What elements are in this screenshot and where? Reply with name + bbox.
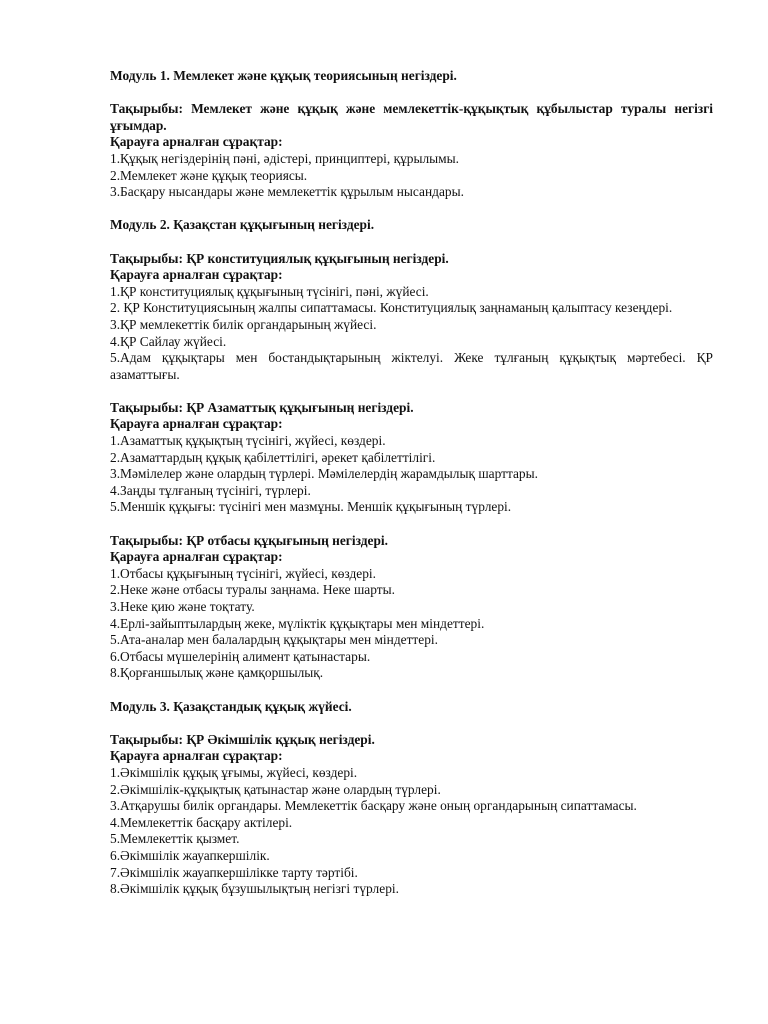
list-item: 5.Мемлекеттік қызмет. bbox=[110, 831, 240, 847]
list-item: 3.Неке қию және тоқтату. bbox=[110, 599, 255, 614]
list-item: 3.ҚР мемлекеттік билік органдарының жүйесі. bbox=[110, 316, 377, 332]
module-1-topic: Тақырыбы: Мемлекет және құқық және мемлекеттік-құқықтық құбылыстар туралы негізгі ұғымдар. bbox=[110, 101, 713, 133]
topic-family-law: Тақырыбы: ҚР отбасы құқығының негіздері. bbox=[110, 532, 388, 548]
questions-label: Қарауға арналған сұрақтар: bbox=[110, 549, 283, 565]
topic-civil-law: Тақырыбы: ҚР Азаматтық құқығының негіздері. bbox=[110, 399, 414, 415]
questions-label: Қарауға арналған сұрақтар: bbox=[110, 267, 283, 283]
list-item: 8.Қорғаншылық және қамқоршылық. bbox=[110, 665, 324, 681]
list-item: 2.Әкімшілік-құқықтық қатынастар және олардың түрлері. bbox=[110, 781, 441, 797]
list-item: 1.Құқық негіздерінің пәні, әдістері, принциптері, құрылымы. bbox=[110, 150, 459, 166]
list-item: 1.Отбасы құқығының түсінігі, жүйесі, көздері. bbox=[110, 565, 377, 581]
list-item: 5.Адам құқықтары мен бостандықтарының жіктелуі. Жеке тұлғаның құқықтық мәртебесі. ҚР азаматтығы. bbox=[110, 350, 713, 382]
list-item: 1.Әкімшілік құқық ұғымы, жүйесі, көздері. bbox=[110, 764, 358, 780]
list-item: 3.Атқарушы билік органдары. Мемлекеттік басқару және оның органдарының сипаттамасы. bbox=[110, 798, 637, 814]
list-item: 4.ҚР Сайлау жүйесі. bbox=[110, 333, 227, 349]
list-item: 1.ҚР конституциялық құқығының түсінігі, пәні, жүйесі. bbox=[110, 283, 429, 299]
list-item: 6.Отбасы мүшелерінің алимент қатынастары. bbox=[110, 648, 371, 664]
module-1-title: Модуль 1. Мемлекет және құқық теориясының негіздері. bbox=[110, 68, 457, 83]
list-item: 5.Меншік құқығы: түсінігі мен мазмұны. Меншік құқығының түрлері. bbox=[110, 499, 512, 515]
list-item: 4.Ерлі-зайыптылардың жеке, мүліктік құқықтары мен міндеттері. bbox=[110, 615, 485, 631]
topic-constitutional-law: Тақырыбы: ҚР конституциялық құқығының негіздері. bbox=[110, 250, 449, 266]
module-1-questions-label: Қарауға арналған сұрақтар: bbox=[110, 134, 283, 150]
list-item: 5.Ата-аналар мен балалардың құқықтары мен міндеттері. bbox=[110, 632, 438, 648]
list-item: 2.Мемлекет және құқық теориясы. bbox=[110, 167, 308, 183]
list-item: 4.Мемлекеттік басқару актілері. bbox=[110, 814, 293, 830]
topic-administrative-law: Тақырыбы: ҚР Әкімшілік құқық негіздері. bbox=[110, 731, 375, 747]
list-item: 2. ҚР Конституциясының жалпы сипаттамасы. Конституциялық заңнаманың қалыптасу кезеңдері. bbox=[110, 300, 673, 316]
module-3-title: Модуль 3. Қазақстандық құқық жүйесі. bbox=[110, 698, 352, 714]
list-item: 3.Басқару нысандары және мемлекеттік құрылым нысандары. bbox=[110, 184, 464, 200]
list-item: 3.Мәмілелер және олардың түрлері. Мәмілелердің жарамдылық шарттары. bbox=[110, 466, 538, 482]
questions-label: Қарауға арналған сұрақтар: bbox=[110, 416, 283, 432]
list-item: 2.Азаматтардың құқық қабілеттілігі, әрекет қабілеттілігі. bbox=[110, 449, 436, 465]
list-item: 2.Неке және отбасы туралы заңнама. Неке шарты. bbox=[110, 582, 395, 598]
module-2-title: Модуль 2. Қазақстан құқығының негіздері. bbox=[110, 217, 375, 233]
questions-label: Қарауға арналған сұрақтар: bbox=[110, 748, 283, 764]
list-item: 7.Әкімшілік жауапкершілікке тарту тәртібі. bbox=[110, 864, 358, 880]
document-content bbox=[110, 68, 713, 898]
list-item: 1.Азаматтық құқықтың түсінігі, жүйесі, көздері. bbox=[110, 433, 386, 449]
list-item: 6.Әкімшілік жауапкершілік. bbox=[110, 847, 270, 863]
list-item: 4.Заңды тұлғаның түсінігі, түрлері. bbox=[110, 482, 311, 498]
list-item: 8.Әкімшілік құқық бұзушылықтың негізгі түрлері. bbox=[110, 881, 399, 897]
